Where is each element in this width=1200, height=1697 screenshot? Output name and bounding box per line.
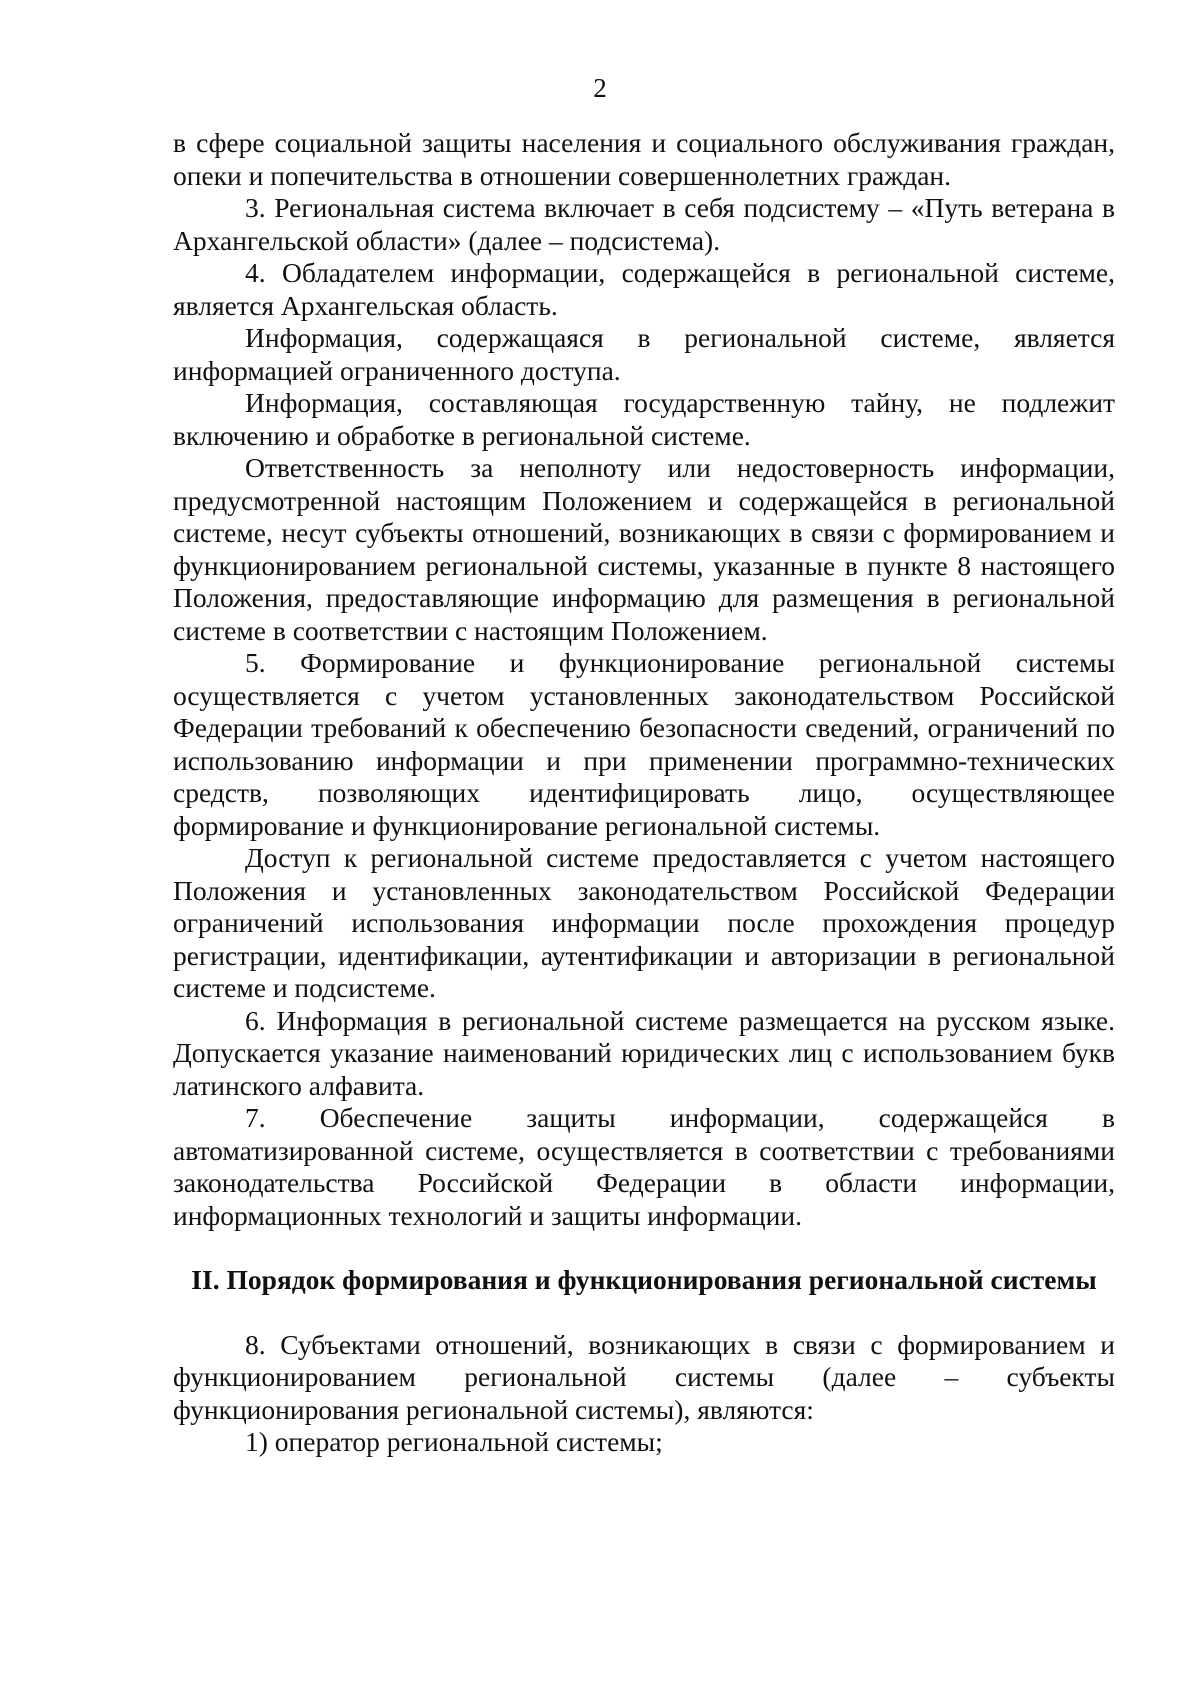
paragraph: Доступ к региональной системе предоставляется с учетом настоящего Положения и установленных законодательством Российской Федерации ограничений использования информации после прохождения процедур регистрации, идентификации, аутентификации и авторизации в региональной системе и подсистеме. (173, 842, 1115, 1003)
paragraph: 4. Обладателем информации, содержащейся в региональной системе, является Архангельская область. (173, 257, 1115, 321)
paragraph: Информация, содержащаяся в региональной системе, является информацией ограниченного доступа. (173, 322, 1115, 386)
paragraph: 3. Региональная система включает в себя подсистему – «Путь ветерана в Архангельской области» (далее – подсистема). (173, 192, 1115, 256)
paragraph: 7. Обеспечение защиты информации, содержащейся в автоматизированной системе, осуществляется в соответствии с требованиями законодательства Российской Федерации в области информации, информационных технологий и защиты информации. (173, 1102, 1115, 1231)
paragraph: 6. Информация в региональной системе размещается на русском языке. Допускается указание наименований юридических лиц с использованием букв латинского алфавита. (173, 1004, 1115, 1101)
page-number: 2 (593, 73, 607, 103)
paragraph: 8. Субъектами отношений, возникающих в связи с формированием и функционированием региональной системы (далее – субъекты функционирования региональной системы), являются: (173, 1328, 1115, 1425)
paragraph: 5. Формирование и функционирование региональной системы осуществляется с учетом установленных законодательством Российской Федерации требований к обеспечению безопасности сведений, ограничений по использованию информации и при применении программно-технических средств, позволяющих идентифицировать лицо, осуществляющее формирование и функционирование региональной системы. (173, 647, 1115, 841)
paragraphs-after-heading (173, 1329, 1115, 1459)
paragraphs-before-heading (173, 127, 1115, 1232)
paragraph: 1) оператор региональной системы; (245, 1426, 663, 1457)
section-heading: II. Порядок формирования и функционирования региональной системы (191, 1264, 1097, 1295)
paragraph: Ответственность за неполноту или недостоверность информации, предусмотренной настоящим Положением и содержащейся в региональной системе, несут субъекты отношений, возникающих в связи с формированием и функционированием региональной системы, указанные в пункте 8 настоящего Положения, предоставляющие информацию для размещения в региональной системе в соответствии с настоящим Положением. (173, 452, 1115, 646)
paragraph: Информация, составляющая государственную тайну, не подлежит включению и обработке в региональной системе. (173, 387, 1115, 451)
document-body (173, 127, 1115, 1459)
paragraph: в сфере социальной защиты населения и социального обслуживания граждан, опеки и попечительства в отношении совершеннолетних граждан. (173, 127, 1115, 191)
